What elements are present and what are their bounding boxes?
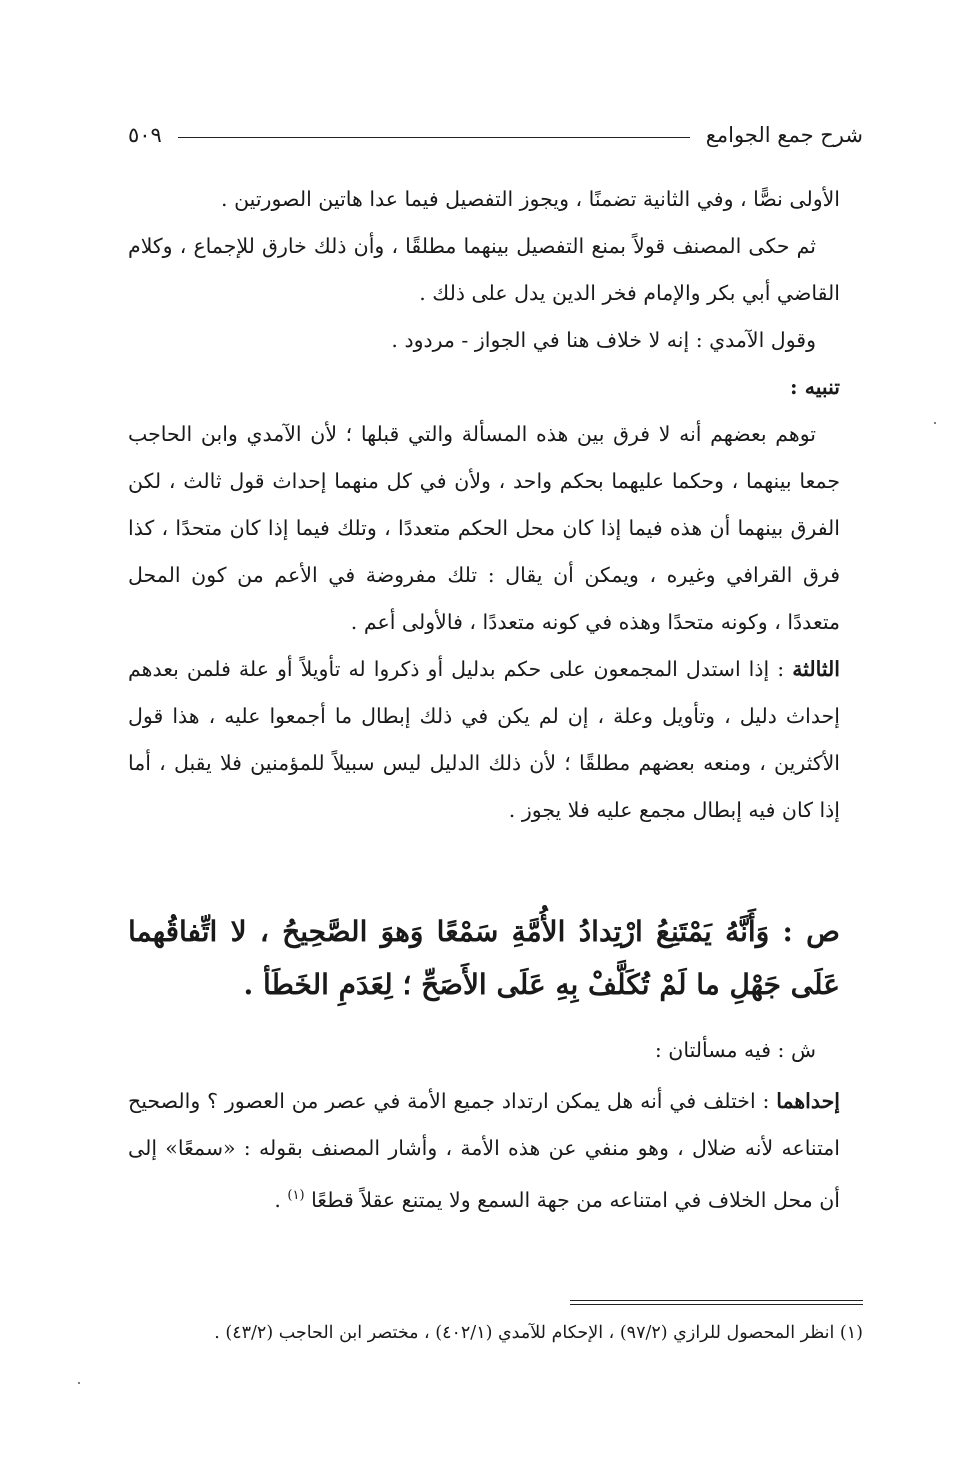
footnote: (١) انظر المحصول للرازي (٩٧/٢) ، الإحكام للآمدي (٤٠٢/١) ، مختصر ابن الحاجب (٤٣/٢) . xyxy=(214,1323,863,1343)
page-header xyxy=(128,118,863,152)
sharh-intro: ش : فيه مسألتان : xyxy=(654,1038,816,1062)
matn-text: ص : وَأَنَّهُ يَمْتَنِعُ ارْتِدادُ الأُمَّةِ سَمْعًا وَهوَ الصَّحِيحُ ، لا اتِّفاقُهما عَلَى جَهْلِ ما لَمْ تُكَلَّفْ بِهِ عَلَى الأَصَحِّ ؛ لِعَدَمِ الخَطَأ . xyxy=(128,915,840,1001)
third-label: الثالثة xyxy=(792,657,840,681)
paragraph-tanbih: توهم بعضهم أنه لا فرق بين هذه المسألة والتي قبلها ؛ لأن الآمدي وابن الحاجب جمعا بينهما ، وحكما عليهما بحكم واحد ، ولأن في كل منهما إحداث قول ثالث ، لكن الفرق بينهما أن هذه فيما إذا كان محل الحكم متعددًا ، وتلك فيما إذا كان متحدًا ، كذا فرق القرافي وغيره ، ويمكن أن يقال : تلك مفروضة في الأعم من كون المحل متعددًا ، وكونه متحدًا وهذه في كونه متعددًا ، فالأولى أعم . xyxy=(128,422,840,634)
paragraph-third xyxy=(128,646,840,834)
page-number: ٥٠٩ xyxy=(128,123,162,147)
heading-tanbih: تنبيه : xyxy=(790,375,840,399)
paragraph-hikaya: ثم حكى المصنف قولاً بمنع التفصيل بينهما مطلقًا ، وأن ذلك خارق للإجماع ، وكلام القاضي أبي بكر والإمام فخر الدين يدل على ذلك . xyxy=(128,234,840,305)
header-rule xyxy=(178,137,690,138)
lower-text-block xyxy=(128,1027,840,1224)
first-text: : اختلف في أنه هل يمكن ارتداد جميع الأمة في عصر من العصور ؟ والصحيح امتناعه لأنه ضلال ، وهو منفي عن هذه الأمة ، وأشار المصنف بقوله : «سمعًا» إلى أن محل الخلاف في امتناعه من جهة السمع ولا يمتنع عقلاً قطعًا xyxy=(128,1089,840,1212)
scan-speck xyxy=(78,1382,80,1384)
upper-text-block xyxy=(128,176,840,834)
paragraph-amidi: وقول الآمدي : إنه لا خلاف هنا في الجواز - مردود . xyxy=(391,328,816,352)
scan-speck xyxy=(934,422,936,424)
third-text: : إذا استدل المجمعون على حكم بدليل أو ذكروا له تأويلاً أو علة فلمن بعدهم إحداث دليل ، وتأويل وعلة ، إن لم يكن في ذلك إبطال ما أجمعوا عليه ، هذا قول الأكثرين ، ومنعه بعضهم مطلقًا ؛ لأن ذلك الدليل ليس سبيلاً للمؤمنين فلا يقبل ، أما إذا كان فيه إبطال مجمع عليه فلا يجوز . xyxy=(128,657,840,822)
paragraph-continuation: الأولى نصًّا ، وفي الثانية تضمنًا ، ويجوز التفصيل فيما عدا هاتين الصورتين . xyxy=(221,187,840,211)
running-title: شرح جمع الجوامع xyxy=(705,123,863,147)
paragraph-first-issue xyxy=(128,1078,840,1224)
footnote-reference: (١) xyxy=(287,1188,305,1203)
first-end: . xyxy=(274,1187,288,1212)
footnote-separator xyxy=(570,1300,863,1305)
first-label: إحداهما xyxy=(776,1089,840,1113)
